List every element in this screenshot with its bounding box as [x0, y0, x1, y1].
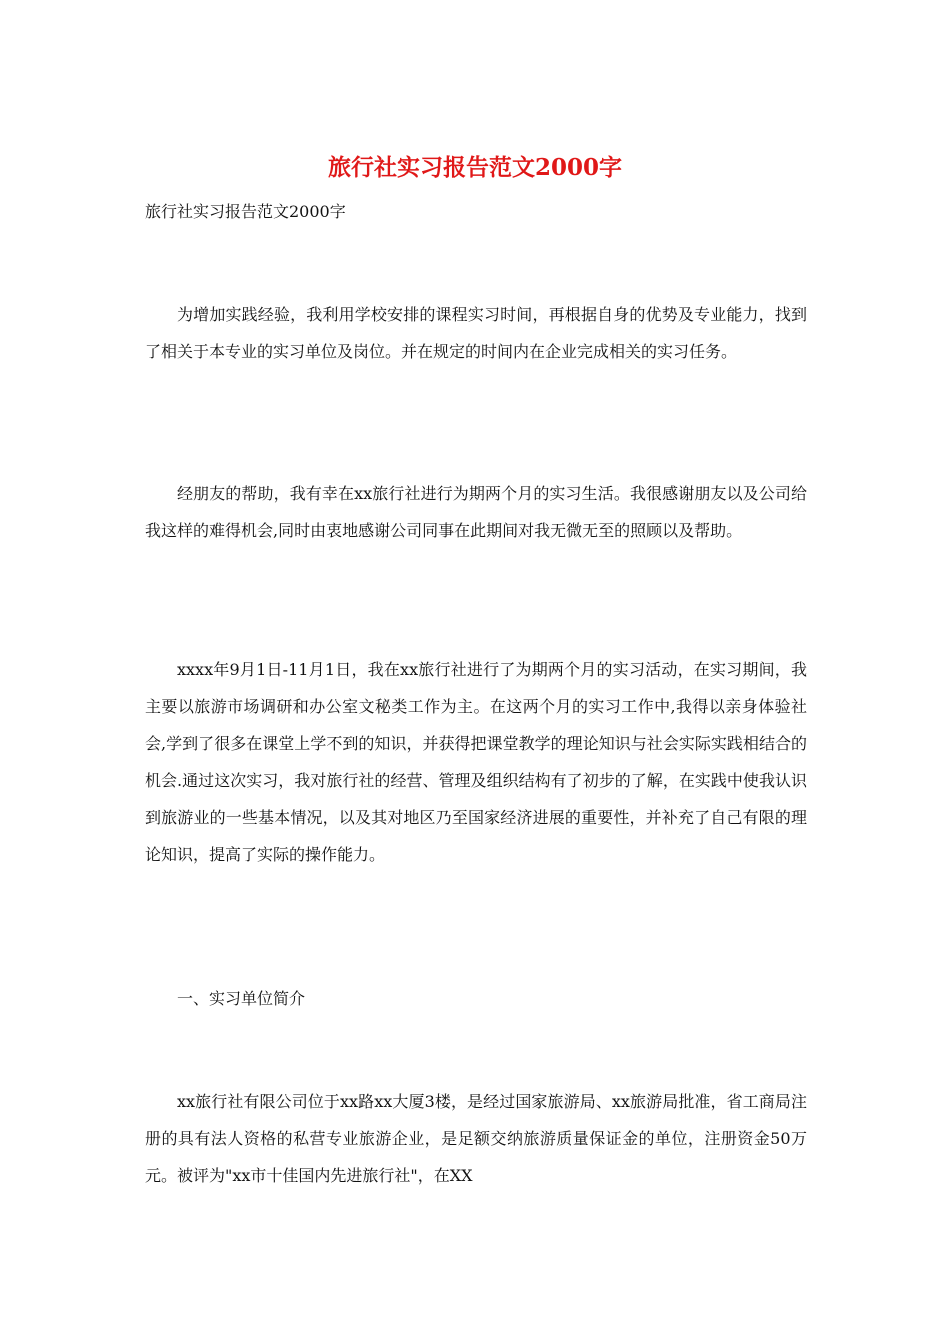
paragraph-intro: 为增加实践经验，我利用学校安排的课程实习时间，再根据自身的优势及专业能力，找到了相关于本专业的实习单位及岗位。并在规定的时间内在企业完成相关的实习任务。	[145, 305, 807, 361]
paragraph-summary: xxxx年9月1日-11月1日，我在xx旅行社进行了为期两个月的实习活动，在实习期间，我主要以旅游市场调研和办公室文秘类工作为主。在这两个月的实习工作中,我得以亲身体验社会,学到了很多在课堂上学不到的知识，并获得把课堂教学的理论知识与社会实际实践相结合的机会.通过这次实习，我对旅行社的经营、管理及组织结构有了初步的了解，在实践中使我认识到旅游业的一些基本情况，以及其对地区乃至国家经济进展的重要性，并补充了自己有限的理论知识，提高了实际的操作能力。	[145, 660, 807, 864]
document-subtitle: 旅行社实习报告范文2000字	[145, 202, 346, 221]
paragraph-thanks: 经朋友的帮助，我有幸在xx旅行社进行为期两个月的实习生活。我很感谢朋友以及公司给我这样的难得机会,同时由衷地感谢公司同事在此期间对我无微无至的照顾以及帮助。	[145, 484, 807, 540]
paragraph-company-intro: xx旅行社有限公司位于xx路xx大厦3楼，是经过国家旅游局、xx旅游局批准，省工商局注册的具有法人资格的私营专业旅游企业，是足额交纳旅游质量保证金的单位，注册资金50万元。被评为"xx市十佳国内先进旅行社"，在XX	[145, 1092, 807, 1185]
section-heading: 一、实习单位简介	[177, 989, 306, 1008]
document-title: 旅行社实习报告范文2000字	[327, 154, 622, 181]
